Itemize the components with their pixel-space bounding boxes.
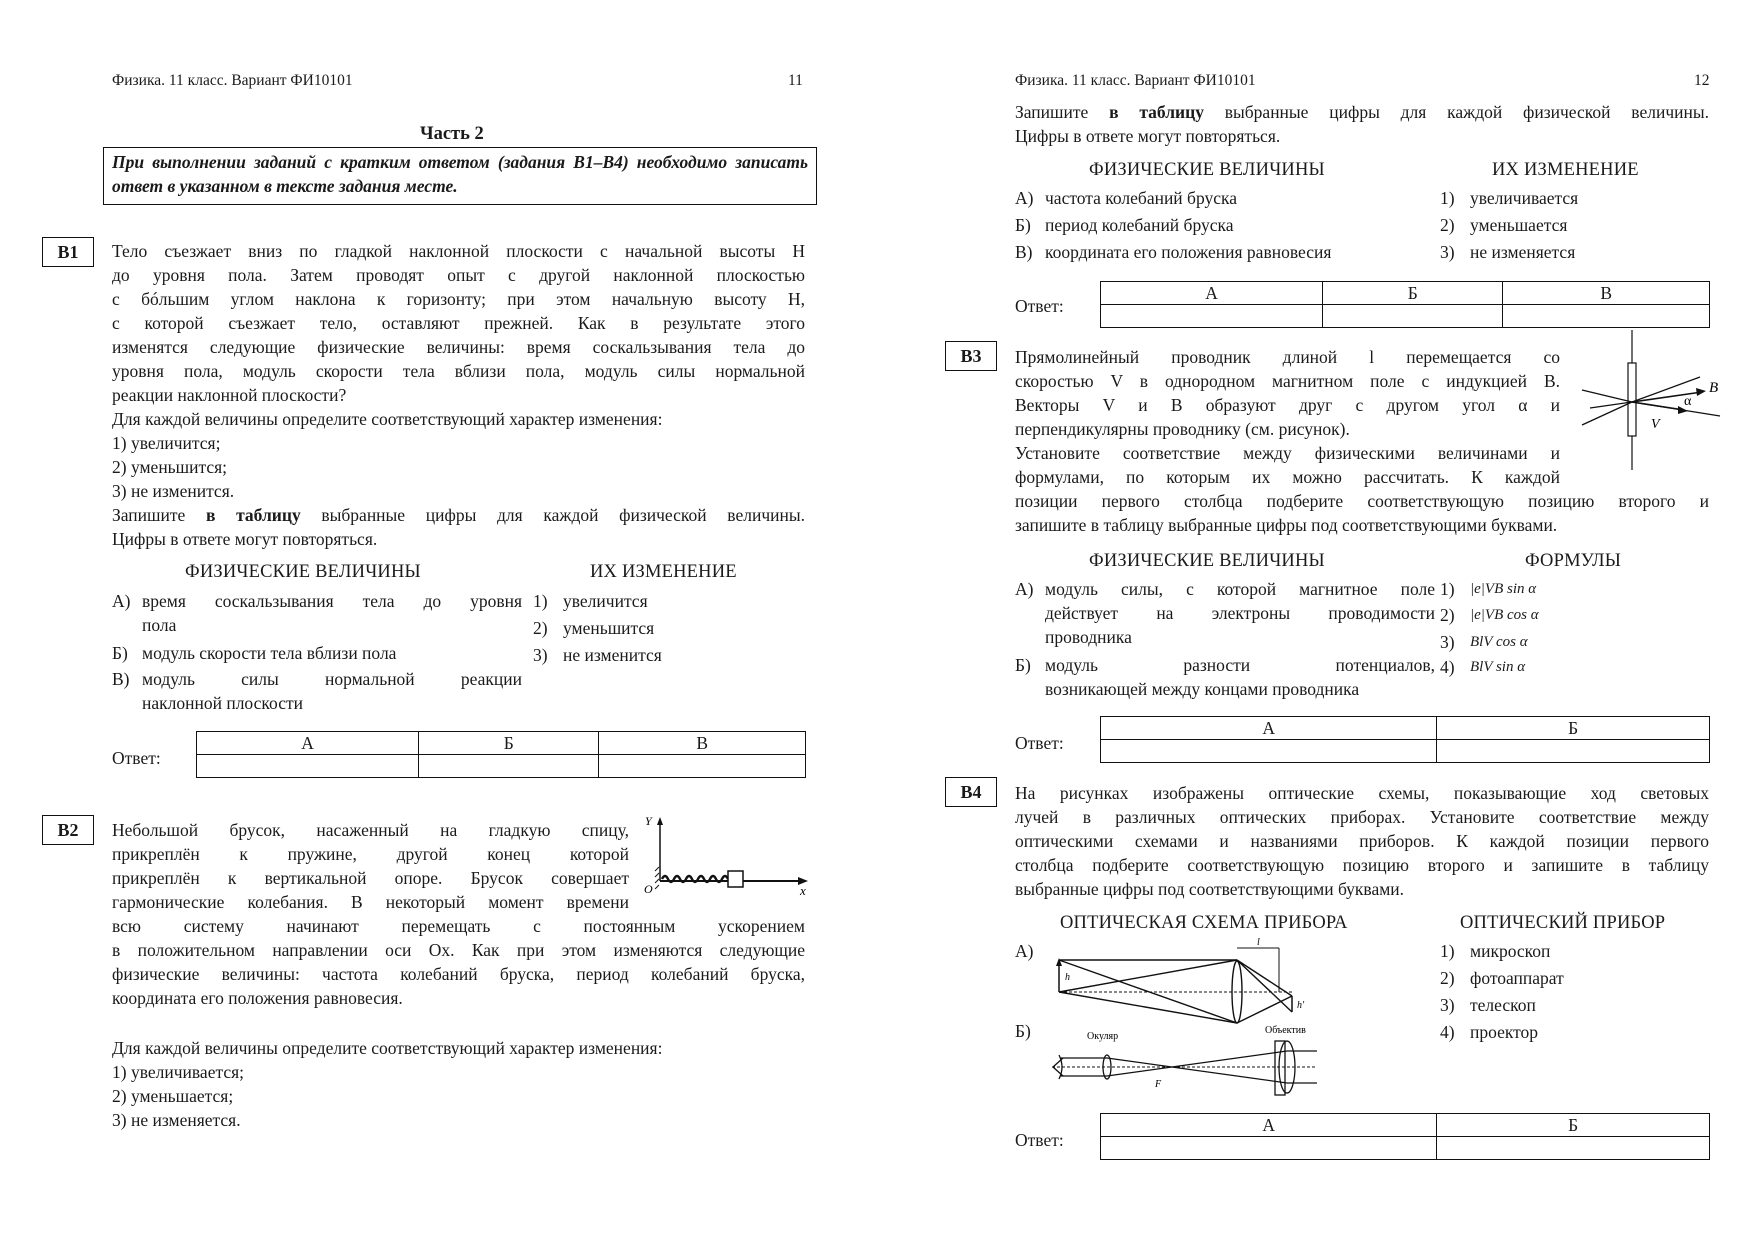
b2-answer-table [1100, 281, 1710, 328]
answer-column-header: Б [1323, 282, 1503, 305]
axis-y-label: Y [645, 814, 652, 828]
text-line: в положительном направлении оси Ox. Как при этом изменяются следующие [112, 940, 805, 960]
task-label-b3: B3 [945, 341, 997, 371]
objective-label: Объектив [1265, 1025, 1306, 1036]
answer-column-header: А [1101, 717, 1437, 740]
answer-column-header: В [599, 732, 806, 755]
page-number: 12 [1694, 72, 1710, 89]
b4-scheme-b-key: Б) [1015, 1021, 1031, 1041]
axis-x-label: x [800, 883, 806, 898]
h-label: h [1065, 972, 1070, 983]
b2-answer-label: Ответ: [1015, 296, 1064, 316]
text-line: Прямолинейный проводник длиной l перемещается со [1015, 347, 1560, 367]
text-line: Векторы V и B образуют друг с другом угол α и [1015, 395, 1560, 415]
b4-left-column-header: ОПТИЧЕСКАЯ СХЕМА ПРИБОРА [1060, 913, 1348, 933]
b2-repeat-note: Цифры в ответе могут повторяться. [1015, 126, 1281, 146]
b2-left-column-header: ФИЗИЧЕСКИЕ ВЕЛИЧИНЫ [1089, 160, 1325, 180]
text-line: с которой съезжает тело, оставляют прежней. Как в результате этого [112, 313, 805, 333]
b2-write-instruction: Запишите в таблицу выбранные цифры для каждой физической величины. [1015, 102, 1709, 122]
b1-answer-label: Ответ: [112, 748, 161, 768]
b1-option: 2) уменьшится; [112, 457, 228, 477]
text-line: лучей в различных оптических приборах. Установите соответствие между [1015, 807, 1709, 827]
b3-answer-cell-a[interactable] [1101, 740, 1437, 763]
b3-answer-table [1100, 716, 1710, 763]
b2-question-text-wide [112, 914, 805, 1010]
b1-write-instruction: Запишите в таблицу выбранные цифры для каждой физической величины. [112, 505, 805, 525]
text-line: прикреплён к вертикальной опоре. Брусок совершает [112, 868, 629, 888]
h-prime-label: h' [1297, 1000, 1305, 1011]
text-line: Тело съезжает вниз по гладкой наклонной плоскости с начальной высоты H [112, 241, 805, 261]
b2-option: 3) не изменяется. [112, 1110, 241, 1130]
b2-question-text-narrow [112, 818, 629, 914]
b4-answer-table [1100, 1113, 1710, 1160]
task-label-b4: B4 [945, 777, 997, 807]
part-title: Часть 2 [420, 124, 484, 144]
b3-answer-label: Ответ: [1015, 733, 1064, 753]
b3-left-column-header: ФИЗИЧЕСКИЕ ВЕЛИЧИНЫ [1089, 551, 1325, 571]
l-label: l [1257, 937, 1260, 948]
text-line: Установите соответствие между физическими величинами и [1015, 443, 1560, 463]
b4-answer-label: Ответ: [1015, 1130, 1064, 1150]
b2-option: 2) уменьшается; [112, 1086, 234, 1106]
b1-answer-cell-a[interactable] [197, 755, 419, 778]
text-line: запишите в таблицу выбранные цифры под соответствующими буквами. [1015, 515, 1558, 535]
b1-option: 3) не изменится. [112, 481, 235, 501]
text-line: реакции наклонной плоскости? [112, 385, 347, 405]
b3-right-column-header: ФОРМУЛЫ [1525, 551, 1622, 571]
task-label-b1: B1 [42, 237, 94, 267]
text-line: столбца подберите соответствующую позицию второго и запишите в таблицу [1015, 855, 1709, 875]
part-instruction-text: При выполнении заданий с кратким ответом (задания B1–B4) необходимо записать ответ в указанном в тексте задания месте. [112, 152, 808, 196]
right-page: Физика. 11 класс. Вариант ФИ10101 12 Запишите в таблицу выбранные цифры для каждой физической величины. Цифры в ответе могут повторяться. ФИЗИЧЕСКИЕ ВЕЛИЧИНЫ ИХ ИЗМЕНЕНИЕ А) частота колебаний бруска Б) период колебаний бруска В) координата его положения равновесия 1) увеличивается 2) уменьшается 3) не изменяется Ответ: А Б В B3 Прямолинейный проводник длиной l перемещается со скоростью V в однородном магнитном поле с индукцией B. Векторы V и B образуют друг с другом угол α и перпендикулярны проводнику (см. рисунок). Установите соответствие между физическими величинами и формулами, по которым их можно рассчитать. К каждой позиции первого столбца подберите соответствующую позицию второго и запишите в таблицу выбранные цифры под соответствующими буквами. B α V ФИЗИЧЕСКИЕ ВЕЛИЧИНЫ ФОРМУЛЫ А) модуль силы, с которой магнитное поле действует на электроны проводимости проводника Б) модуль разности потенциалов, возникающей между концами проводника 1) |e|VB sin α 2) |e|VB cos α 3) BlV cos α 4) BlV sin α Ответ: А Б B4 На рисунках изображены оптические схемы, показывающие ход световых лучей в различных оптических приборах. Установите соответствие между оптическими схемами и названиями приборов. К каждой позиции первого столбца подберите соответствующую позицию второго и запишите в таблицу выбранные цифры под соответствующими буквами. ОПТИЧЕСКАЯ СХЕМА ПРИБОРА ОПТИЧЕСКИЙ ПРИБОР А) h h' l Б) Окуляр Объектив F 1) микроскоп 2) фотоаппарат 3) телескоп 4) проектор Ответ: А Б [877, 0, 1754, 1239]
text-line: уровня пола, модуль скорости тела вблизи пола, модуль силы нормальной [112, 361, 805, 381]
text-line: На рисунках изображены оптические схемы, показывающие ход световых [1015, 783, 1709, 803]
angle-label: α [1684, 394, 1692, 409]
left-page: Физика. 11 класс. Вариант ФИ10101 11 Часть 2 При выполнении заданий с кратким ответом (задания B1–B4) необходимо записать ответ в указанном в тексте задания месте. B1 Тело съезжает вниз по гладкой наклонной плоскости с начальной высоты H до уровня пола. Затем проводят опыт с другой наклонной плоскостью с бóльшим углом наклона к горизонту; при этом начальную высоту H, с которой съезжает тело, оставляют прежней. Как в результате этого изменятся следующие физические величины: время соскальзывания тела до уровня пола, модуль скорости тела вблизи пола, модуль силы нормальной реакции наклонной плоскости? Для каждой величины определите соответствующий характер изменения: 1) увеличится; 2) уменьшится; 3) не изменится. Запишите в таблицу выбранные цифры для каждой физической величины. Цифры в ответе могут повторяться. ФИЗИЧЕСКИЕ ВЕЛИЧИНЫ ИХ ИЗМЕНЕНИЕ А) время соскальзывания тела до уровня пола Б) модуль скорости тела вблизи пола В) модуль силы нормальной реакции наклонной плоскости 1) увеличится 2) уменьшится 3) не изменится Ответ: А Б В B2 Небольшой брусок, насаженный на гладкую спицу, прикреплён к пружине, другой конец которой прикреплён к вертикальной опоре. Брусок совершает гармонические колебания. В некоторый момент времени всю систему начинают перемещать с постоянным ускорением в положительном направлении оси Ox. Как при этом изменяются следующие физические величины: частота колебаний бруска, период колебаний бруска, координата его положения равновесия. Y x O Для каждой величины определите соответствующий характер изменения: 1) увеличивается; 2) уменьшается; 3) не изменяется. [0, 0, 877, 1239]
b4-right-column-header: ОПТИЧЕСКИЙ ПРИБОР [1460, 913, 1666, 933]
page-header-title: Физика. 11 класс. Вариант ФИ10101 [1015, 72, 1256, 89]
eyepiece-label: Окуляр [1087, 1031, 1119, 1042]
b2-answer-cell-b[interactable] [1323, 305, 1503, 328]
b2-prompt-block [112, 1036, 805, 1132]
text-line: прикреплён к пружине, другой конец которой [112, 844, 629, 864]
spring-block-figure [640, 814, 810, 898]
text-line: скоростью V в однородном магнитном поле с индукцией B. [1015, 371, 1560, 391]
b1-left-column-header: ФИЗИЧЕСКИЕ ВЕЛИЧИНЫ [185, 562, 421, 582]
text-line: позиции первого столбца подберите соответствующую позицию второго и [1015, 491, 1709, 511]
vector-b-label: B [1709, 380, 1719, 396]
b1-repeat-note: Цифры в ответе могут повторяться. [112, 529, 378, 549]
b1-option: 1) увеличится; [112, 433, 221, 453]
text-line: оптическими схемами и названиями приборов. К каждой позиции первого [1015, 831, 1709, 851]
task-label-b2: B2 [42, 815, 94, 845]
b3-question-text-narrow [1015, 345, 1560, 489]
optical-scheme-b [1047, 1025, 1317, 1095]
b2-answer-cell-c[interactable] [1503, 305, 1710, 328]
text-line: изменятся следующие физические величины: время соскальзывания тела до [112, 337, 805, 357]
conductor-vectors-figure [1572, 330, 1732, 470]
b4-question-text [1015, 781, 1709, 901]
answer-column-header: А [1101, 282, 1323, 305]
b1-right-column-header: ИХ ИЗМЕНЕНИЕ [590, 562, 737, 582]
b1-prompt: Для каждой величины определите соответствующий характер изменения: [112, 409, 663, 429]
vector-v-label: V [1651, 417, 1660, 432]
page-number: 11 [788, 72, 803, 89]
b1-answer-cell-c[interactable] [599, 755, 806, 778]
b4-answer-cell-a[interactable] [1101, 1137, 1437, 1160]
answer-column-header: А [1101, 1114, 1437, 1137]
b2-answer-cell-a[interactable] [1101, 305, 1323, 328]
answer-column-header: А [197, 732, 419, 755]
b1-question-text [112, 239, 805, 551]
text-line: перпендикулярны проводнику (см. рисунок). [1015, 419, 1350, 439]
text-line: всю систему начинают перемещать с постоянным ускорением [112, 916, 805, 936]
text-line: до уровня пола. Затем проводят опыт с другой наклонной плоскостью [112, 265, 805, 285]
text-line: физические величины: частота колебаний бруска, период колебаний бруска, [112, 964, 805, 984]
answer-column-header: Б [1437, 1114, 1710, 1137]
part-instruction-box [103, 147, 817, 205]
focus-label: F [1155, 1079, 1162, 1090]
b3-answer-cell-b[interactable] [1437, 740, 1710, 763]
b2-write-block [1015, 100, 1709, 148]
answer-column-header: Б [1437, 717, 1710, 740]
b4-scheme-a-key: А) [1015, 941, 1034, 961]
b3-question-text-wide [1015, 489, 1709, 537]
b2-option: 1) увеличивается; [112, 1062, 245, 1082]
b2-prompt: Для каждой величины определите соответствующий характер изменения: [112, 1038, 663, 1058]
text-line: Небольшой брусок, насаженный на гладкую спицу, [112, 820, 629, 840]
optical-scheme-a [1047, 937, 1307, 1025]
b2-right-column-header: ИХ ИЗМЕНЕНИЕ [1492, 160, 1639, 180]
text-line: выбранные цифры под соответствующими буквами. [1015, 879, 1405, 899]
page-header-title: Физика. 11 класс. Вариант ФИ10101 [112, 72, 353, 89]
text-line: координата его положения равновесия. [112, 988, 403, 1008]
b1-answer-cell-b[interactable] [419, 755, 599, 778]
b4-answer-cell-b[interactable] [1437, 1137, 1710, 1160]
origin-label: O [644, 882, 653, 896]
text-line: с бóльшим углом наклона к горизонту; при этом начальную высоту H, [112, 289, 805, 309]
b1-answer-table [196, 731, 806, 778]
answer-column-header: В [1503, 282, 1710, 305]
text-line: формулами, по которым их можно рассчитать. К каждой [1015, 467, 1560, 487]
text-line: гармонические колебания. В некоторый момент времени [112, 892, 629, 912]
answer-column-header: Б [419, 732, 599, 755]
